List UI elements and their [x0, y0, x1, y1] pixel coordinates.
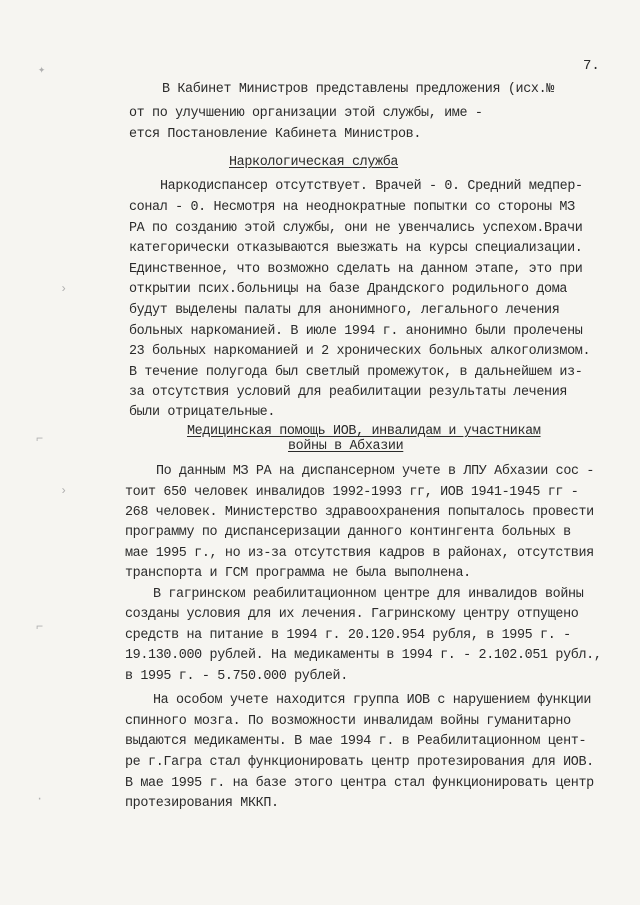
scan-mark: ⌐ [36, 620, 44, 634]
body-line: В мае 1995 г. на базе этого центра стал функционировать центр [125, 776, 594, 791]
page-number: 7. [583, 58, 600, 74]
scan-mark: ⌐ [36, 432, 44, 446]
body-line: были отрицательные. [129, 405, 276, 420]
body-line: Наркодиспансер отсутствует. Врачей - 0. Средний медпер- [160, 179, 583, 194]
body-line: выдаются медикаменты. В мае 1994 г. в Реабилитационном цент- [125, 734, 587, 749]
body-line: программу по диспансеризации данного контингента больных в [125, 525, 571, 540]
body-line: На особом учете находится группа ИОВ с нарушением функции [153, 693, 592, 708]
body-line: средств на питание в 1994 г. 20.120.954 рубля, в 1995 г. - [125, 628, 571, 643]
body-line: тоит 650 человек инвалидов 1992-1993 гг, ИОВ 1941-1945 гг - [125, 485, 579, 500]
section-heading-medical-aid-line2: войны в Абхазии [288, 439, 404, 454]
body-line: мае 1995 г., но из-за отсутствия кадров в районах, отсутствия [125, 546, 594, 561]
body-line: В гагринском реабилитационном центре для инвалидов войны [153, 587, 584, 602]
body-line: РА по созданию этой службы, они не увенчались успехом.Врачи [129, 221, 583, 236]
section-heading-narcology: Наркологическая служба [229, 155, 399, 170]
body-line: Единственное, что возможно сделать на данном этапе, это при [129, 262, 583, 277]
body-line: сонал - 0. Несмотря на неоднократные попытки со стороны МЗ [129, 200, 575, 215]
scan-mark: ✦ [38, 63, 46, 77]
intro-line: В Кабинет Министров представлены предложения (исх.№ [162, 82, 554, 97]
body-line: По данным МЗ РА на диспансерном учете в ЛПУ Абхазии сос - [156, 464, 595, 479]
body-line: 19.130.000 рублей. На медикаменты в 1994 г. - 2.102.051 рубл., [125, 648, 602, 663]
body-line: за отсутствия условий для реабилитации результаты лечения [129, 385, 568, 400]
scan-mark: › [60, 484, 68, 498]
body-line: открытии псих.больницы на базе Драндского родильного дома [129, 282, 568, 297]
body-line: будут выделены палаты для анонимного, легального лечения [129, 303, 560, 318]
body-line: 23 больных наркоманией и 2 хронических больных алкоголизмом. [129, 344, 591, 359]
body-line: спинного мозга. По возможности инвалидам войны гуманитарно [125, 714, 571, 729]
scan-mark: › [60, 282, 68, 296]
body-line: ре г.Гагра стал функционировать центр протезирования для ИОВ. [125, 755, 594, 770]
section-heading-medical-aid: Медицинская помощь ИОВ, инвалидам и участникам [187, 424, 541, 439]
body-line: в 1995 г. - 5.750.000 рублей. [125, 669, 348, 684]
intro-line: от по улучшению организации этой службы, име - [129, 106, 483, 121]
body-line: 268 человек. Министерство здравоохранения попыталось провести [125, 505, 594, 520]
intro-line: ется Постановление Кабинета Министров. [129, 127, 422, 142]
scan-mark: · [36, 792, 44, 806]
body-line: больных наркоманией. В июле 1994 г. анонимно были пролечены [129, 324, 583, 339]
body-line: созданы условия для их лечения. Гагринскому центру отпущено [125, 607, 579, 622]
body-line: категорически отказываются выезжать на курсы специализации. [129, 241, 583, 256]
body-line: В течение полугода был светлый промежуток, в дальнейшем из- [129, 365, 583, 380]
body-line: протезирования МККП. [125, 796, 279, 811]
body-line: транспорта и ГСМ программа не была выполнена. [125, 566, 471, 581]
